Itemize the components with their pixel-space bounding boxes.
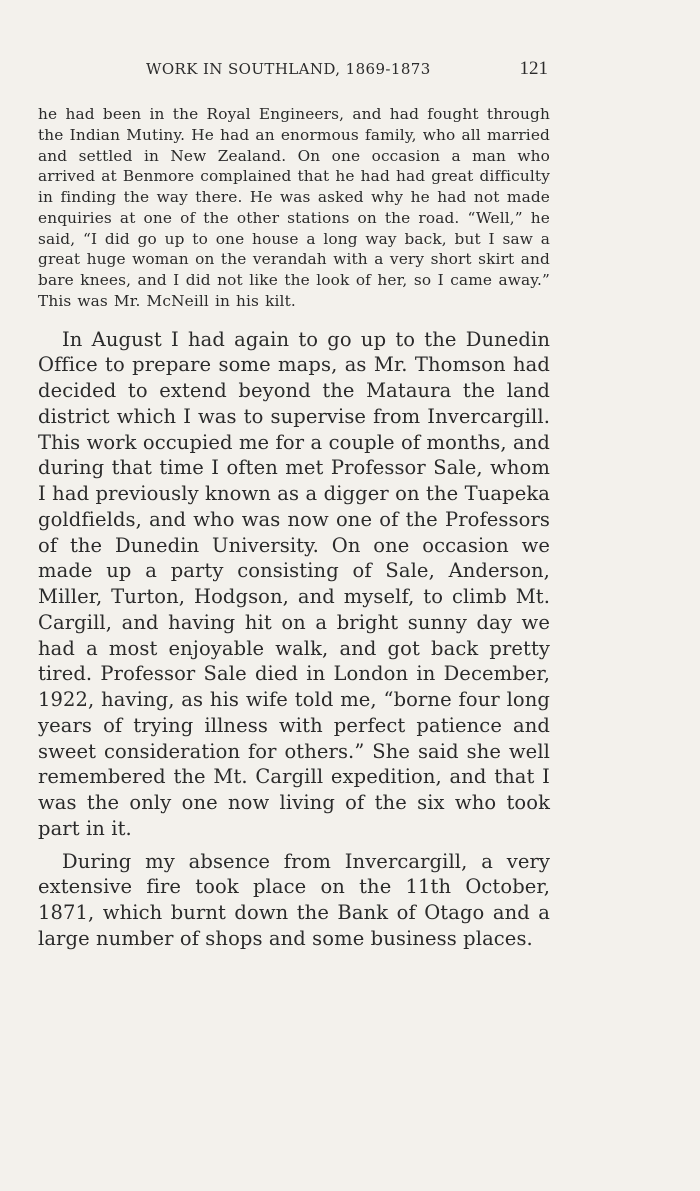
paragraph-invercargill-fire: During my absence from Invercargill, a very extensive fire took place on the 11th October, 1871, which burnt down the Bank of Otago and a large number of shops and some business places. (38, 849, 550, 950)
running-title: WORK IN SOUTHLAND, 1869-1873 (146, 60, 431, 78)
paragraph-dunedin-office: In August I had again to go up to the Dunedin Office to prepare some maps, as Mr. Thomson had decided to extend beyond the Mataura the land district which I was to supervise from Invercargill. This work occupied me for a couple of months, and during that time I often met Professor Sale, whom I had previously known as a digger on the Tuapeka goldfields, and who was now one of the Professors of the Dunedin University. On one occasion we made up a party consisting of Sale, Anderson, Miller, Turton, Hodgson, and myself, to climb Mt. Cargill, and having hit on a bright sunny day we had a most enjoyable walk, and got back pretty tired. Professor Sale died in London in December, 1922, having, as his wife told me, “borne four long years of trying illness with perfect patience and sweet consideration for others.” She said she well remembered the Mt. Cargill expedition, and that I was the only one now living of the six who took part in it. (38, 327, 550, 840)
paragraph-mcneill-anecdote: he had been in the Royal Engineers, and had fought through the Indian Mutiny. He had an enormous family, who all married and settled in New Zealand. On one occasion a man who arrived at Benmore complained that he had had great difficulty in finding the way there. He was asked why he had not made enquiries at one of the other stations on the road. “Well,” he said, “I did go up to one house a long way back, but I saw a great huge woman on the verandah with a very short skirt and bare knees, and I did not like the look of her, so I came away.” This was Mr. McNeill in his kilt. (38, 105, 550, 310)
body-text (38, 104, 550, 952)
page-number: 121 (519, 58, 548, 79)
running-head (38, 60, 548, 84)
